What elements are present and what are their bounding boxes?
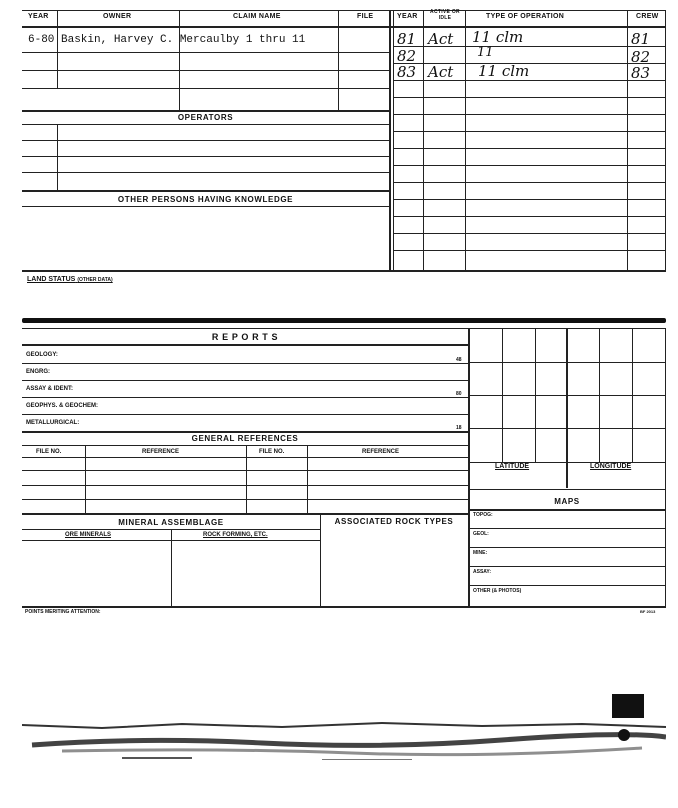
header-active-or-idle: ACTIVE OR IDLE xyxy=(430,9,460,21)
col-line-owner xyxy=(179,10,180,110)
col-line-main xyxy=(389,10,391,272)
points-meriting-label: POINTS MERITING ATTENTION: xyxy=(25,609,101,615)
maps-header-line xyxy=(468,509,666,511)
reports-heading: R E P O R T S xyxy=(211,332,279,342)
ref-col-line xyxy=(246,445,247,513)
ref-col-line xyxy=(307,445,308,513)
owner-row-line xyxy=(22,70,389,71)
map-row-line xyxy=(468,566,666,567)
mineral-sub-col-line xyxy=(171,529,172,606)
ref-reference-2: REFERENCE xyxy=(362,449,400,455)
grid-line xyxy=(468,428,666,429)
grid-line xyxy=(566,328,568,488)
map-topog: TOPOG: xyxy=(473,512,493,518)
ops-row-line xyxy=(393,97,666,98)
ops-row-line xyxy=(393,182,666,183)
ore-minerals-label: ORE MINERALS xyxy=(65,532,112,538)
operators-row-line xyxy=(22,140,389,141)
header-year-right: YEAR xyxy=(397,13,418,20)
map-geol: GEOL: xyxy=(473,531,489,537)
ops-crew-2: 82 xyxy=(631,48,651,66)
scan-noise-band xyxy=(22,715,666,765)
ops-row-line xyxy=(393,233,666,234)
mineral-top-line xyxy=(22,513,468,515)
col-line-year xyxy=(57,10,58,88)
map-mine: MINE: xyxy=(473,550,488,556)
ops-status-3: Act xyxy=(428,63,454,81)
ops-row-line xyxy=(393,250,666,251)
report-metallurgical: METALLURGICAL: xyxy=(26,420,80,426)
ops-row-line xyxy=(393,148,666,149)
ref-row-line xyxy=(22,457,468,458)
associated-rock-types-heading: ASSOCIATED ROCK TYPES xyxy=(334,517,454,526)
operators-heading: OPERATORS xyxy=(177,113,234,122)
report-row-line xyxy=(22,380,468,381)
grid-line xyxy=(468,362,666,363)
ref-row-line xyxy=(22,499,468,500)
general-refs-top-line xyxy=(22,431,468,433)
header-year: YEAR xyxy=(28,13,49,20)
land-status-title: LAND STATUS xyxy=(27,276,76,283)
owner-row-line xyxy=(22,88,389,89)
ops-crew-3: 83 xyxy=(631,64,651,82)
report-row-line xyxy=(22,414,468,415)
ops-status-1: Act xyxy=(428,30,454,48)
report-geophys: GEOPHYS. & GEOCHEM: xyxy=(26,403,99,409)
latitude-label: LATITUDE xyxy=(495,463,530,470)
header-crew: CREW xyxy=(636,13,659,20)
report-row-line xyxy=(22,397,468,398)
form-bottom-line xyxy=(22,606,666,608)
report-geology: GEOLOGY: xyxy=(26,352,58,358)
operators-row-line xyxy=(22,156,389,157)
ref-row-line xyxy=(22,470,468,471)
grid-line xyxy=(665,328,666,606)
other-persons-heading: OTHER PERSONS HAVING KNOWLEDGE xyxy=(117,195,294,204)
reports-right-border xyxy=(468,328,470,606)
ops-type-2: 11 xyxy=(477,45,494,60)
ops-year-2: 82 xyxy=(397,47,417,65)
grid-line xyxy=(468,395,666,396)
ref-reference-1: REFERENCE xyxy=(142,449,180,455)
operators-header-line xyxy=(22,124,389,125)
map-row-line xyxy=(468,547,666,548)
rock-forming-label: ROCK FORMING, ETC. xyxy=(203,532,268,538)
ref-file-no-2: FILE NO. xyxy=(259,449,285,455)
report-geology-num: 48 xyxy=(456,357,462,363)
col-line-claim xyxy=(338,10,339,110)
reports-header-line xyxy=(22,344,468,346)
general-refs-header-line xyxy=(22,445,468,446)
ops-year-1: 81 xyxy=(397,30,417,48)
ref-col-line xyxy=(85,445,86,513)
report-assay-num: 80 xyxy=(456,391,462,397)
header-divider xyxy=(22,26,666,28)
ops-type-1: 11 clm xyxy=(472,28,524,46)
header-type-of-operation: TYPE OF OPERATION xyxy=(486,13,565,20)
other-persons-top-line xyxy=(22,190,389,192)
operators-row-line xyxy=(22,172,389,173)
land-status-label xyxy=(27,276,113,283)
other-persons-header-line xyxy=(22,206,389,207)
operators-col-line xyxy=(57,124,58,190)
header-file: FILE xyxy=(357,13,374,20)
top-border xyxy=(22,10,666,11)
report-assay: ASSAY & IDENT: xyxy=(26,386,74,392)
header-claim-name: CLAIM NAME xyxy=(233,13,281,20)
ops-type-3: 11 clm xyxy=(478,62,530,80)
ops-row-line xyxy=(393,131,666,132)
map-row-line xyxy=(468,585,666,586)
form-code: BF 2013 xyxy=(640,609,656,614)
top-block-bottom-line xyxy=(22,270,666,272)
header-owner: OWNER xyxy=(103,13,132,20)
map-row-line xyxy=(468,528,666,529)
report-row-line xyxy=(22,363,468,364)
report-metallurgical-num: 18 xyxy=(456,425,462,431)
ops-row-line xyxy=(393,216,666,217)
mineral-col-line xyxy=(320,513,321,606)
maps-heading: MAPS xyxy=(554,497,580,506)
ops-row-line xyxy=(393,165,666,166)
reports-top-line xyxy=(22,328,666,329)
general-refs-heading: GENERAL REFERENCES xyxy=(191,434,299,443)
reports-heavy-bar xyxy=(22,318,666,323)
owner-row-line xyxy=(22,52,389,53)
land-status-note: (OTHER DATA) xyxy=(77,277,113,283)
operators-top-line xyxy=(22,110,389,112)
longitude-label: LONGITUDE xyxy=(590,463,632,470)
ref-row-line xyxy=(22,485,468,486)
owner-entry: 6-80 Baskin, Harvey C. Mercaulby 1 thru 11 xyxy=(28,34,306,46)
ops-crew-1: 81 xyxy=(631,30,651,48)
maps-top-line xyxy=(468,489,666,490)
ref-file-no-1: FILE NO. xyxy=(36,449,62,455)
map-assay: ASSAY: xyxy=(473,569,492,575)
mineral-heading: MINERAL ASSEMBLAGE xyxy=(118,518,224,527)
ops-year-3: 83 xyxy=(397,63,417,81)
ops-row-line xyxy=(393,199,666,200)
map-other: OTHER (& PHOTOS) xyxy=(473,588,522,594)
ops-row-line xyxy=(393,114,666,115)
report-engrg: ENGRG: xyxy=(26,369,50,375)
